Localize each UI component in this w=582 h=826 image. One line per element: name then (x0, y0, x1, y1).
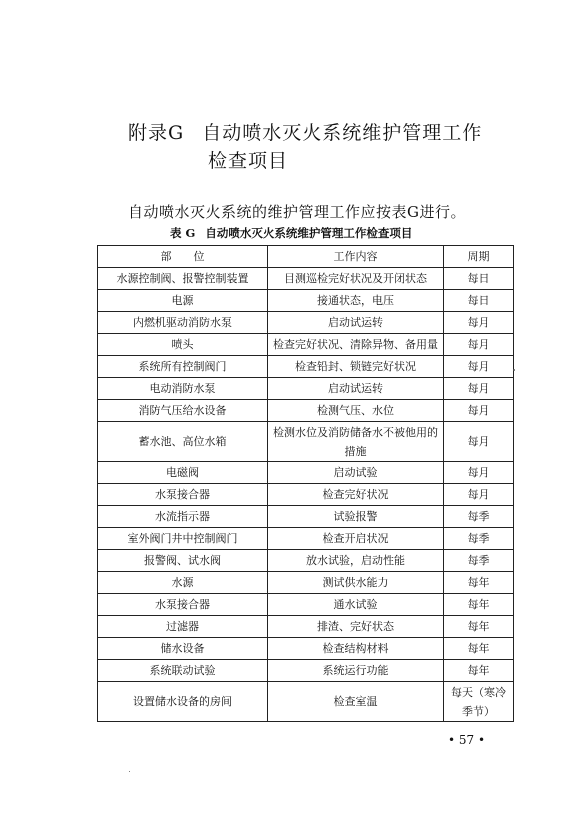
cell-work-content: 系统运行功能 (268, 660, 444, 682)
cell-work-content: 通水试验 (268, 594, 444, 616)
cell-work-content: 目测巡检完好状况及开闭状态 (268, 268, 444, 290)
table-row (98, 484, 514, 506)
maintenance-table (97, 245, 514, 722)
table-row (98, 616, 514, 638)
cell-period: 每天（寒冷季节） (444, 682, 514, 722)
cell-period: 每月 (444, 356, 514, 378)
header-location: 部 位 (98, 246, 268, 268)
cell-work-content: 检查完好状况 (268, 484, 444, 506)
cell-period: 每日 (444, 290, 514, 312)
intro-paragraph: 自动喷水灭火系统的维护管理工作应按表G进行。 (128, 203, 466, 221)
table-row (98, 290, 514, 312)
cell-work-content: 启动试运转 (268, 312, 444, 334)
table-row (98, 638, 514, 660)
cell-location: 水泵接合器 (98, 484, 268, 506)
cell-period: 每日 (444, 268, 514, 290)
cell-period: 每年 (444, 594, 514, 616)
cell-location: 电动消防水泵 (98, 378, 268, 400)
table-row (98, 682, 514, 722)
cell-period: 每月 (444, 312, 514, 334)
appendix-title-line1: 自动喷水灭火系统维护管理工作 (202, 122, 483, 144)
cell-period: 每月 (444, 422, 514, 462)
table-row (98, 334, 514, 356)
cell-location: 喷头 (98, 334, 268, 356)
cell-location: 电磁阀 (98, 462, 268, 484)
cell-location: 水源 (98, 572, 268, 594)
appendix-title-line2: 检查项目 (208, 150, 289, 172)
table-row (98, 528, 514, 550)
table-row (98, 268, 514, 290)
appendix-label: 附录G (128, 122, 185, 144)
table-row (98, 550, 514, 572)
table-header-row (98, 246, 514, 268)
table-row (98, 572, 514, 594)
cell-period: 每月 (444, 378, 514, 400)
table-caption-label: 表 G (170, 226, 196, 240)
cell-work-content: 启动试验 (268, 462, 444, 484)
header-work-content: 工作内容 (268, 246, 444, 268)
cell-location: 设置储水设备的房间 (98, 682, 268, 722)
cell-period: 每季 (444, 528, 514, 550)
table-row (98, 660, 514, 682)
cell-location: 内燃机驱动消防水泵 (98, 312, 268, 334)
cell-work-content: 检测气压、水位 (268, 400, 444, 422)
cell-work-content: 启动试运转 (268, 378, 444, 400)
cell-period: 每年 (444, 616, 514, 638)
cell-location: 水源控制阀、报警控制装置 (98, 268, 268, 290)
cell-work-content: 测试供水能力 (268, 572, 444, 594)
cell-period: 每年 (444, 638, 514, 660)
cell-location: 系统联动试验 (98, 660, 268, 682)
cell-location: 报警阀、试水阀 (98, 550, 268, 572)
cell-work-content: 接通状态，电压 (268, 290, 444, 312)
table-row (98, 462, 514, 484)
cell-work-content: 检查开启状况 (268, 528, 444, 550)
appendix-title (128, 118, 482, 145)
table-caption-title: 自动喷水灭火系统维护管理工作检查项目 (205, 226, 413, 240)
cell-location: 系统所有控制阀门 (98, 356, 268, 378)
cell-period: 每季 (444, 550, 514, 572)
cell-period: 每月 (444, 334, 514, 356)
cell-location: 室外阀门井中控制阀门 (98, 528, 268, 550)
table-row (98, 594, 514, 616)
cell-location: 过滤器 (98, 616, 268, 638)
cell-work-content: 放水试验，启动性能 (268, 550, 444, 572)
cell-period: 每月 (444, 484, 514, 506)
page-number: • 57 • (448, 733, 486, 747)
table-row (98, 356, 514, 378)
cell-work-content: 检查结构材料 (268, 638, 444, 660)
cell-period: 每月 (444, 400, 514, 422)
cell-work-content: 试验报警 (268, 506, 444, 528)
table-caption (170, 225, 412, 241)
scan-speck (129, 771, 130, 772)
table-row (98, 378, 514, 400)
cell-work-content: 检查完好状况、清除异物、备用量 (268, 334, 444, 356)
table-row (98, 422, 514, 462)
cell-location: 消防气压给水设备 (98, 400, 268, 422)
cell-work-content: 检测水位及消防储备水不被他用的措施 (268, 422, 444, 462)
cell-location: 水泵接合器 (98, 594, 268, 616)
cell-period: 每年 (444, 660, 514, 682)
cell-location: 水流指示器 (98, 506, 268, 528)
cell-period: 每季 (444, 506, 514, 528)
table-row (98, 400, 514, 422)
cell-period: 每月 (444, 462, 514, 484)
cell-period: 每年 (444, 572, 514, 594)
scan-speck (513, 369, 515, 371)
cell-work-content: 检查室温 (268, 682, 444, 722)
cell-location: 电源 (98, 290, 268, 312)
table-row (98, 506, 514, 528)
cell-work-content: 排渣、完好状态 (268, 616, 444, 638)
table-row (98, 312, 514, 334)
header-period: 周期 (444, 246, 514, 268)
cell-location: 蓄水池、高位水箱 (98, 422, 268, 462)
cell-work-content: 检查铅封、锁链完好状况 (268, 356, 444, 378)
cell-location: 储水设备 (98, 638, 268, 660)
